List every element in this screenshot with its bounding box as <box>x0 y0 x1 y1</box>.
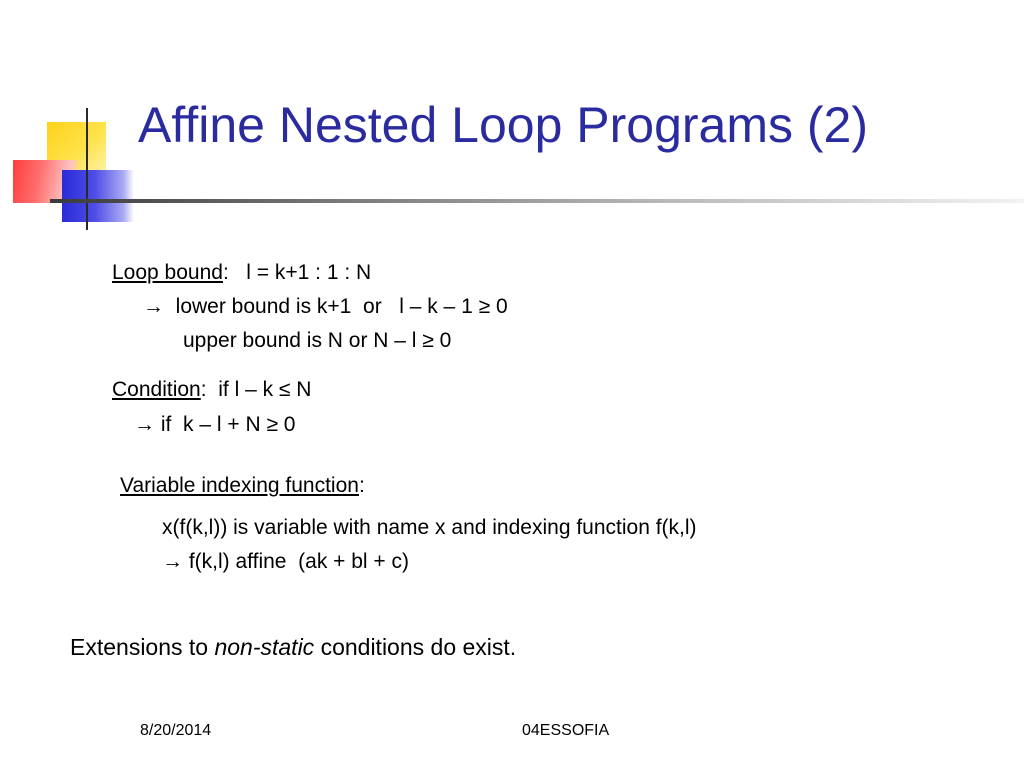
footer-date: 8/20/2014 <box>140 722 212 739</box>
closing-before: Extensions to <box>70 634 215 660</box>
condition-text: : if l – k ≤ N <box>200 378 312 401</box>
variable-indexing-label: Variable indexing function <box>120 474 359 497</box>
condition-derived-line: → if k – l + N ≥ 0 <box>134 413 296 436</box>
variable-description-line: x(f(k,l)) is variable with name x and indexing function f(k,l) <box>162 516 697 539</box>
upper-bound-line: upper bound is N or N – l ≥ 0 <box>183 329 452 352</box>
title-underline-rule <box>50 199 1024 203</box>
decorative-vertical-line <box>86 108 88 230</box>
decorative-blue-square <box>62 170 134 222</box>
footer-center-text: 04ESSOFIA <box>522 722 610 739</box>
closing-after: conditions do exist. <box>314 634 517 660</box>
condition-line <box>112 377 311 403</box>
closing-emphasis: non-static <box>214 634 315 660</box>
affine-function-line: → f(k,l) affine (ak + bl + c) <box>162 550 410 573</box>
slide-title: Affine Nested Loop Programs (2) <box>138 97 869 153</box>
variable-indexing-suffix: : <box>358 474 365 497</box>
loop-bound-label: Loop bound <box>112 261 223 284</box>
variable-indexing-line <box>120 473 365 499</box>
closing-statement <box>70 633 516 661</box>
loop-bound-text: : l = k+1 : 1 : N <box>222 261 372 284</box>
lower-bound-line: → lower bound is k+1 or l – k – 1 ≥ 0 <box>143 295 508 318</box>
loop-bound-line <box>112 260 371 286</box>
condition-label: Condition <box>112 378 201 401</box>
